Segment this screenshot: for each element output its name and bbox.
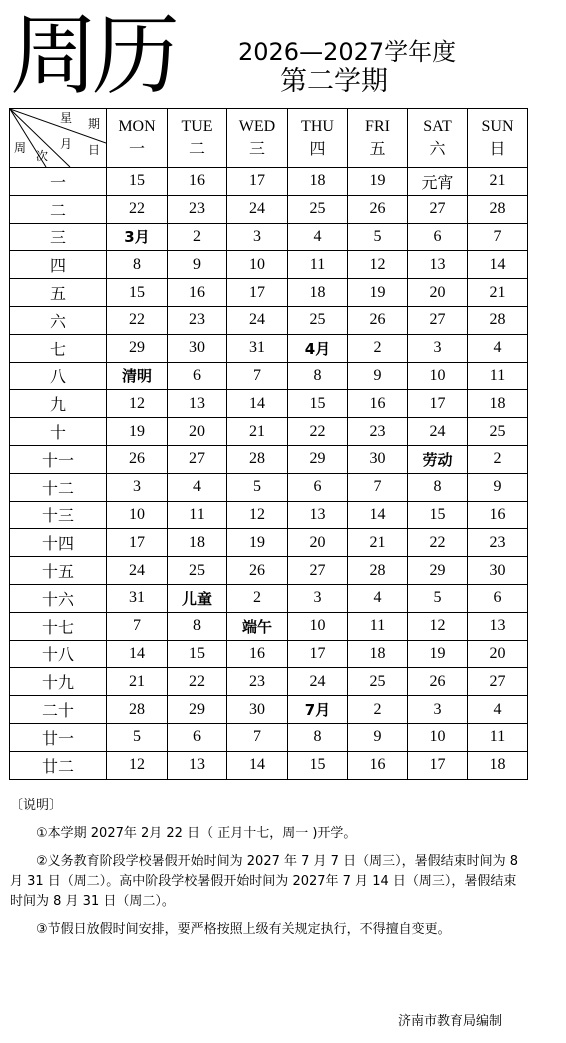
- header-en: TUE: [181, 118, 213, 135]
- day-cell: 30: [227, 696, 288, 724]
- week-row: [10, 362, 528, 390]
- notes-heading: 〔说明〕: [10, 798, 63, 813]
- day-cell: 劳动: [408, 445, 468, 473]
- week-calendar-table: [9, 108, 528, 780]
- day-cell: 13: [168, 751, 227, 779]
- semester-title: 第二学期: [280, 66, 388, 97]
- week-row: [10, 445, 528, 473]
- day-cell: 清明: [107, 362, 168, 390]
- day-cell: 18: [468, 390, 528, 418]
- day-cell: 11: [468, 362, 528, 390]
- day-cell: 9: [348, 362, 408, 390]
- academic-year-title: 2026—2027学年度: [238, 38, 457, 66]
- day-cell: 30: [348, 445, 408, 473]
- day-cell: 26: [348, 195, 408, 223]
- day-cell: 12: [408, 612, 468, 640]
- day-cell: 3月: [107, 223, 168, 251]
- week-number-cell: 十六: [10, 584, 107, 612]
- day-cell: 25: [288, 195, 348, 223]
- day-cell: 29: [408, 557, 468, 585]
- day-cell: 2: [348, 696, 408, 724]
- week-number-cell: 廿一: [10, 723, 107, 751]
- day-cell: 14: [107, 640, 168, 668]
- day-cell: 8: [168, 612, 227, 640]
- header-en: THU: [301, 118, 334, 135]
- week-row: [10, 723, 528, 751]
- day-cell: 15: [408, 501, 468, 529]
- day-cell: 27: [408, 195, 468, 223]
- week-number-cell: 三: [10, 223, 107, 251]
- header-en: WED: [238, 118, 276, 135]
- day-cell: 13: [168, 390, 227, 418]
- day-cell: 7月: [288, 696, 348, 724]
- header-cn: 六: [429, 139, 446, 158]
- header-tue: [168, 109, 227, 168]
- day-cell: 9: [168, 251, 227, 279]
- corner-label-ci: 次: [36, 149, 49, 163]
- week-number-cell: 廿二: [10, 751, 107, 779]
- day-cell: 15: [107, 279, 168, 307]
- week-row: [10, 640, 528, 668]
- day-cell: 10: [107, 501, 168, 529]
- day-cell: 6: [168, 362, 227, 390]
- corner-header: [10, 109, 107, 168]
- day-cell: 19: [107, 418, 168, 446]
- day-cell: 12: [107, 390, 168, 418]
- day-cell: 25: [288, 306, 348, 334]
- day-cell: 21: [107, 668, 168, 696]
- day-cell: 18: [168, 529, 227, 557]
- day-cell: 27: [168, 445, 227, 473]
- day-cell: 16: [227, 640, 288, 668]
- day-cell: 19: [348, 168, 408, 196]
- day-cell: 5: [408, 584, 468, 612]
- day-cell: 20: [468, 640, 528, 668]
- day-cell: 12: [107, 751, 168, 779]
- day-cell: 4: [288, 223, 348, 251]
- day-cell: 6: [408, 223, 468, 251]
- day-cell: 28: [227, 445, 288, 473]
- day-cell: 16: [348, 390, 408, 418]
- header-wed: [227, 109, 288, 168]
- week-row: [10, 168, 528, 196]
- week-row: [10, 501, 528, 529]
- header-cn: 日: [489, 139, 506, 158]
- note-item-3: ③节假日放假时间安排，要严格按照上级有关规定执行，不得擅自变更。: [36, 922, 451, 937]
- week-row: [10, 251, 528, 279]
- day-cell: 7: [227, 362, 288, 390]
- week-number-cell: 二十: [10, 696, 107, 724]
- header-sat: [408, 109, 468, 168]
- week-row: [10, 390, 528, 418]
- week-number-cell: 七: [10, 334, 107, 362]
- day-cell: 23: [348, 418, 408, 446]
- day-cell: 15: [288, 390, 348, 418]
- day-cell: 22: [168, 668, 227, 696]
- day-cell: 31: [227, 334, 288, 362]
- day-cell: 7: [227, 723, 288, 751]
- day-cell: 11: [348, 612, 408, 640]
- day-cell: 30: [168, 334, 227, 362]
- day-cell: 26: [227, 557, 288, 585]
- day-cell: 4月: [288, 334, 348, 362]
- day-cell: 16: [468, 501, 528, 529]
- day-cell: 7: [107, 612, 168, 640]
- week-number-cell: 八: [10, 362, 107, 390]
- day-cell: 21: [348, 529, 408, 557]
- day-cell: 29: [107, 334, 168, 362]
- day-cell: 15: [168, 640, 227, 668]
- week-row: [10, 557, 528, 585]
- day-cell: 23: [468, 529, 528, 557]
- day-cell: 18: [468, 751, 528, 779]
- day-cell: 17: [107, 529, 168, 557]
- day-cell: 儿童: [168, 584, 227, 612]
- week-number-cell: 九: [10, 390, 107, 418]
- week-number-cell: 十九: [10, 668, 107, 696]
- day-cell: 6: [468, 584, 528, 612]
- week-row: [10, 195, 528, 223]
- day-cell: 8: [408, 473, 468, 501]
- header-en: SAT: [423, 118, 452, 135]
- day-cell: 2: [227, 584, 288, 612]
- day-cell: 20: [288, 529, 348, 557]
- header-cn: 五: [369, 139, 386, 158]
- day-cell: 3: [227, 223, 288, 251]
- day-cell: 3: [408, 696, 468, 724]
- day-cell: 12: [348, 251, 408, 279]
- day-cell: 14: [227, 751, 288, 779]
- day-cell: 4: [468, 696, 528, 724]
- week-number-cell: 四: [10, 251, 107, 279]
- day-cell: 8: [288, 362, 348, 390]
- day-cell: 7: [468, 223, 528, 251]
- day-cell: 4: [348, 584, 408, 612]
- day-cell: 28: [348, 557, 408, 585]
- day-cell: 12: [227, 501, 288, 529]
- header-row: [10, 109, 528, 168]
- corner-label-ri: 日: [88, 143, 101, 157]
- day-cell: 6: [288, 473, 348, 501]
- day-cell: 5: [227, 473, 288, 501]
- day-cell: 22: [107, 306, 168, 334]
- week-row: [10, 529, 528, 557]
- week-row: [10, 668, 528, 696]
- day-cell: 21: [468, 168, 528, 196]
- day-cell: 14: [468, 251, 528, 279]
- day-cell: 18: [348, 640, 408, 668]
- day-cell: 26: [348, 306, 408, 334]
- day-cell: 10: [288, 612, 348, 640]
- day-cell: 26: [408, 668, 468, 696]
- day-cell: 26: [107, 445, 168, 473]
- issuer-footer: 济南市教育局编制: [398, 1014, 503, 1029]
- week-row: [10, 751, 528, 779]
- week-row: [10, 334, 528, 362]
- day-cell: 2: [348, 334, 408, 362]
- day-cell: 28: [107, 696, 168, 724]
- note-item-2: ②义务教育阶段学校暑假开始时间为 2027 年 7 月 7 日（周三），暑假结束时间为 8 月 31 日（周二）。高中阶段学校暑假开始时间为 2027年 7 月 14 日（周三），暑假结束时间为 8 月 31 日（周二）。: [10, 854, 518, 909]
- day-cell: 端午: [227, 612, 288, 640]
- day-cell: 5: [348, 223, 408, 251]
- corner-label-yue: 月: [60, 137, 73, 151]
- day-cell: 17: [227, 279, 288, 307]
- day-cell: 6: [168, 723, 227, 751]
- big-title: 周历: [10, 4, 175, 107]
- week-number-cell: 一: [10, 168, 107, 196]
- day-cell: 11: [468, 723, 528, 751]
- header-cn: 三: [248, 139, 265, 158]
- day-cell: 16: [168, 168, 227, 196]
- day-cell: 22: [107, 195, 168, 223]
- day-cell: 8: [107, 251, 168, 279]
- week-number-cell: 二: [10, 195, 107, 223]
- week-number-cell: 六: [10, 306, 107, 334]
- day-cell: 30: [468, 557, 528, 585]
- day-cell: 14: [227, 390, 288, 418]
- day-cell: 15: [288, 751, 348, 779]
- day-cell: 22: [288, 418, 348, 446]
- header-sun: [468, 109, 528, 168]
- day-cell: 3: [408, 334, 468, 362]
- day-cell: 28: [468, 306, 528, 334]
- day-cell: 25: [468, 418, 528, 446]
- day-cell: 17: [408, 390, 468, 418]
- day-cell: 10: [227, 251, 288, 279]
- day-cell: 13: [288, 501, 348, 529]
- day-cell: 27: [408, 306, 468, 334]
- day-cell: 9: [468, 473, 528, 501]
- week-row: [10, 612, 528, 640]
- day-cell: 24: [288, 668, 348, 696]
- day-cell: 22: [408, 529, 468, 557]
- day-cell: 3: [107, 473, 168, 501]
- day-cell: 17: [227, 168, 288, 196]
- day-cell: 8: [288, 723, 348, 751]
- week-number-cell: 十五: [10, 557, 107, 585]
- day-cell: 23: [168, 195, 227, 223]
- week-number-cell: 十二: [10, 473, 107, 501]
- day-cell: 24: [227, 195, 288, 223]
- corner-label-xing: 星: [60, 111, 73, 125]
- week-number-cell: 十四: [10, 529, 107, 557]
- header-thu: [288, 109, 348, 168]
- day-cell: 2: [468, 445, 528, 473]
- day-cell: 21: [468, 279, 528, 307]
- day-cell: 19: [348, 279, 408, 307]
- day-cell: 19: [408, 640, 468, 668]
- day-cell: 27: [468, 668, 528, 696]
- day-cell: 31: [107, 584, 168, 612]
- day-cell: 7: [348, 473, 408, 501]
- week-row: [10, 223, 528, 251]
- week-row: [10, 584, 528, 612]
- week-number-cell: 十一: [10, 445, 107, 473]
- day-cell: 24: [408, 418, 468, 446]
- day-cell: 4: [168, 473, 227, 501]
- week-row: [10, 418, 528, 446]
- day-cell: 9: [348, 723, 408, 751]
- header-en: FRI: [365, 118, 390, 135]
- day-cell: 29: [168, 696, 227, 724]
- week-number-cell: 十八: [10, 640, 107, 668]
- week-number-cell: 五: [10, 279, 107, 307]
- day-cell: 13: [408, 251, 468, 279]
- day-cell: 27: [288, 557, 348, 585]
- day-cell: 19: [227, 529, 288, 557]
- day-cell: 3: [288, 584, 348, 612]
- week-row: [10, 473, 528, 501]
- week-row: [10, 696, 528, 724]
- day-cell: 23: [227, 668, 288, 696]
- week-row: [10, 279, 528, 307]
- week-number-cell: 十: [10, 418, 107, 446]
- day-cell: 20: [408, 279, 468, 307]
- day-cell: 18: [288, 279, 348, 307]
- day-cell: 25: [168, 557, 227, 585]
- day-cell: 24: [107, 557, 168, 585]
- header-cn: 一: [128, 139, 145, 158]
- day-cell: 20: [168, 418, 227, 446]
- week-row: [10, 306, 528, 334]
- header-fri: [348, 109, 408, 168]
- day-cell: 10: [408, 362, 468, 390]
- header-cn: 四: [309, 139, 326, 158]
- day-cell: 5: [107, 723, 168, 751]
- day-cell: 17: [288, 640, 348, 668]
- day-cell: 元宵: [408, 168, 468, 196]
- day-cell: 23: [168, 306, 227, 334]
- corner-label-qi: 期: [88, 117, 101, 131]
- header-en: SUN: [481, 118, 514, 135]
- day-cell: 15: [107, 168, 168, 196]
- day-cell: 28: [468, 195, 528, 223]
- notes-section: [10, 796, 526, 948]
- day-cell: 29: [288, 445, 348, 473]
- calendar-body: [10, 168, 528, 780]
- header-cn: 二: [188, 139, 205, 158]
- day-cell: 16: [348, 751, 408, 779]
- day-cell: 11: [288, 251, 348, 279]
- day-cell: 18: [288, 168, 348, 196]
- day-cell: 25: [348, 668, 408, 696]
- day-cell: 14: [348, 501, 408, 529]
- week-number-cell: 十七: [10, 612, 107, 640]
- note-item-1: ①本学期 2027年 2月 22 日（ 正月十七，周一 )开学。: [36, 826, 357, 841]
- day-cell: 10: [408, 723, 468, 751]
- header-mon: [107, 109, 168, 168]
- day-cell: 24: [227, 306, 288, 334]
- corner-label-zhou: 周: [14, 141, 27, 155]
- day-cell: 4: [468, 334, 528, 362]
- header-en: MON: [118, 118, 156, 135]
- day-cell: 21: [227, 418, 288, 446]
- day-cell: 13: [468, 612, 528, 640]
- day-cell: 17: [408, 751, 468, 779]
- day-cell: 2: [168, 223, 227, 251]
- day-cell: 11: [168, 501, 227, 529]
- day-cell: 16: [168, 279, 227, 307]
- week-number-cell: 十三: [10, 501, 107, 529]
